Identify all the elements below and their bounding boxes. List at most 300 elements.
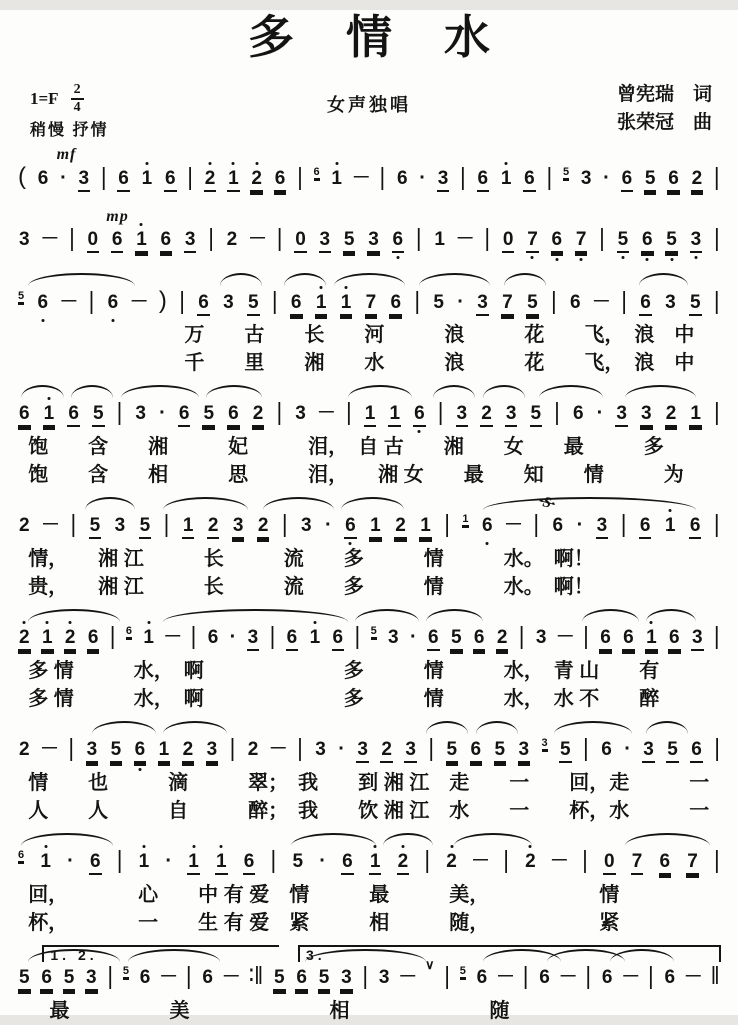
note: 2 (226, 229, 238, 251)
barline: | (554, 397, 560, 426)
barline: | (550, 286, 557, 315)
note: 2 (380, 739, 393, 763)
note: 5 (644, 168, 657, 192)
lyric-line: 情， 湘 江 长 流 多 情 水。 啊！ (28, 548, 594, 571)
note: 6 (476, 967, 488, 989)
system-8 (14, 831, 724, 937)
barline: | (620, 509, 627, 538)
duration-dash: — (165, 627, 181, 645)
barline: | (179, 286, 185, 315)
lyric-line: 杯， 一 生 有 爱 紧 相 随， 紧 (28, 912, 620, 935)
notes-row (14, 287, 724, 321)
note: 3 (476, 292, 489, 316)
lyric-line: 贵， 湘 江 长 流 多 情 水。 啊！ (28, 576, 594, 599)
barline: | (621, 286, 627, 315)
note: 2 (207, 515, 220, 539)
slur-arc (92, 721, 156, 734)
note: 2 (691, 168, 704, 192)
barline: | (229, 733, 236, 762)
note: 1 (645, 627, 658, 651)
note: 5 (63, 967, 76, 991)
note: 1 (309, 627, 321, 649)
barline: | (484, 223, 491, 252)
barline: | (460, 162, 466, 191)
lyric-line: 饱 含 湘 妃 泪， 自 古 湘 女 最 多 (28, 436, 664, 459)
note: 6 (344, 515, 357, 539)
note: 6 (601, 739, 612, 761)
barline: | (714, 845, 720, 874)
note: 6 (659, 851, 672, 875)
note: 3 (19, 229, 30, 251)
note: 5 (318, 967, 331, 991)
note: 6 (295, 967, 308, 991)
duration-dash: — (42, 229, 58, 247)
barline: | (107, 961, 114, 990)
barline: | (276, 397, 283, 426)
lyric-line: 多 情 水， 啊 多 情 水， 青 山 有 (28, 660, 660, 683)
note: 5 (494, 739, 507, 763)
barline: | (271, 286, 278, 315)
note: 3 (378, 967, 390, 989)
note: 3 (404, 739, 417, 763)
slur-row (14, 495, 724, 511)
slur-arc (476, 721, 519, 734)
barline: | (281, 509, 288, 538)
note: 5 (433, 292, 444, 314)
duration-dash: — (623, 967, 639, 985)
slur-arc (85, 497, 135, 510)
duration-dash: — (551, 851, 567, 869)
note: 3 (437, 168, 450, 192)
slur-arc (554, 721, 632, 734)
grace-note: 3 (541, 737, 548, 750)
slur-arc (341, 497, 405, 510)
lyric-line: 人 人 自 醉； 我 饮 湘 江 水 一 杯，水 一 (28, 800, 710, 823)
note: 6 (572, 403, 584, 425)
note: 6 (539, 967, 550, 989)
lyric-line: 情 也 滴 翠； 我 到 湘 江 走 一 回，走 一 (28, 772, 710, 795)
note: 3 (223, 292, 234, 314)
slur-arc (426, 609, 483, 622)
note: 6 (290, 292, 303, 316)
notes-row (14, 399, 724, 433)
duration-dash: — (593, 292, 609, 310)
lyric-line: 最 美 相 随 (49, 1000, 510, 1023)
barline: | (270, 845, 277, 874)
augmentation-dot: · (325, 514, 332, 537)
note: 3 (315, 739, 326, 761)
barline: | (276, 223, 283, 252)
note: 6 (427, 627, 440, 651)
barline: | (362, 961, 369, 990)
slur-arc (334, 273, 405, 286)
note: 3 (640, 403, 653, 427)
note: 3 (206, 739, 219, 763)
segno-icon: · S · (538, 494, 557, 514)
barline: | (116, 845, 123, 874)
augmentation-dot: · (67, 850, 74, 873)
volta-label: 1. 2. (50, 947, 98, 964)
barline: | (70, 509, 77, 538)
note: 7 (526, 229, 539, 253)
augmentation-dot: · (596, 402, 604, 425)
slur-row (14, 607, 724, 623)
note: 3 (340, 967, 353, 991)
dynamic-mark: mf (56, 146, 77, 164)
performance-type: 女声独唱 (327, 95, 411, 116)
duration-dash: — (42, 739, 57, 757)
system-5 (14, 495, 724, 601)
note: 3 (295, 403, 306, 425)
note: 2 (397, 851, 410, 875)
system-3 (14, 271, 724, 377)
note: 6 (664, 967, 676, 989)
note: 1 (43, 403, 56, 427)
note: 1 (143, 627, 154, 649)
note: 3 (642, 739, 655, 763)
note: 6 (111, 229, 124, 253)
note: 6 (107, 292, 119, 314)
slur-arc (163, 721, 227, 734)
time-numerator: 2 (73, 82, 81, 98)
note: 2 (252, 403, 265, 427)
lyric-line: 饱 含 相 思 泪， 湘 女 最 知 情 为 (28, 464, 684, 487)
barline: | (582, 845, 588, 874)
note: 3 (690, 229, 703, 253)
volta-bracket (298, 945, 721, 962)
note: 1 (500, 168, 512, 190)
slur-arc (639, 273, 689, 286)
note: 6 (392, 229, 405, 253)
barline: | (533, 509, 540, 538)
note: 2 (182, 739, 195, 763)
barline: | (116, 397, 123, 426)
duration-dash: — (400, 967, 416, 985)
barline: | (414, 286, 421, 315)
note: 3 (505, 403, 518, 427)
note: 1 (331, 168, 342, 190)
augmentation-dot: · (576, 514, 584, 537)
duration-dash: — (161, 967, 177, 985)
note: 6 (689, 515, 702, 539)
volta-label: 3. (306, 947, 326, 964)
note: 3 (247, 627, 260, 651)
grace-note: 1 (462, 513, 469, 526)
barline: | (69, 223, 75, 252)
slur-arc (284, 273, 327, 286)
lyric-line: 多 情 水， 啊 多 情 水， 水 不 醉 (28, 688, 660, 711)
note: 5 (273, 967, 286, 991)
note: 5 (110, 739, 123, 763)
grace-note: 5 (18, 290, 25, 303)
note: 1 (215, 851, 228, 875)
barline: | (713, 286, 720, 315)
note: 2 (247, 739, 259, 761)
note: 1 (135, 229, 148, 253)
note: 3 (367, 229, 380, 253)
note: 1 (227, 168, 240, 192)
slur-arc (206, 385, 263, 398)
note: 6 (477, 168, 490, 192)
system-9 (14, 943, 724, 1025)
slur-arc (291, 833, 376, 846)
note: 6 (87, 627, 100, 651)
augmentation-dot: · (229, 626, 237, 649)
slur-arc (21, 833, 113, 846)
note: 3 (114, 515, 126, 537)
note: 3 (85, 967, 98, 991)
note: 6 (274, 168, 287, 192)
barline: | (88, 286, 95, 315)
notes-row (14, 225, 724, 259)
note: 6 (37, 168, 49, 190)
note: 5 (526, 292, 539, 316)
slur-row (14, 271, 724, 287)
note: 7 (686, 851, 699, 875)
note: 6 (552, 515, 564, 537)
note: 1 (41, 627, 54, 651)
note: 1 (158, 739, 171, 763)
note: 5 (89, 515, 102, 539)
note: 6 (690, 739, 703, 763)
note: 7 (365, 292, 378, 316)
slur-row (14, 943, 724, 963)
duration-dash: — (505, 515, 521, 533)
note: 6 (89, 851, 102, 875)
notes-row (14, 847, 724, 881)
note: 5 (689, 292, 702, 316)
composer: 张荣冠 曲 (616, 111, 712, 133)
note: 2 (446, 851, 457, 873)
note: 6 (332, 627, 345, 651)
system-4 (14, 383, 724, 489)
note: 5 (446, 739, 459, 763)
barline: | (714, 733, 720, 762)
slur-arc (71, 385, 114, 398)
note: 1 (138, 851, 150, 873)
system-6 (14, 607, 724, 713)
barline: | (269, 621, 276, 650)
song-title: 多情水 (248, 11, 542, 63)
note: 2 (18, 627, 31, 651)
note: 1 (141, 168, 153, 190)
note: 7 (575, 229, 588, 253)
note: 3 (232, 515, 245, 539)
note: 3 (388, 627, 399, 649)
lyricist: 曾宪瑞 词 (616, 84, 712, 106)
barline: | (208, 223, 214, 252)
system-7 (14, 719, 724, 825)
note: 2 (19, 739, 30, 761)
note: 6 (341, 851, 354, 875)
augmentation-dot: · (165, 850, 173, 873)
duration-dash: — (473, 851, 489, 869)
augmentation-dot: · (338, 738, 345, 761)
augmentation-dot: · (409, 626, 417, 649)
note: 6 (37, 292, 49, 314)
duration-dash: — (557, 627, 573, 645)
note: 6 (178, 403, 191, 427)
barline: | (713, 621, 720, 650)
note: 6 (413, 403, 426, 427)
barline: | (163, 509, 170, 538)
note: 1 (182, 515, 195, 539)
note: 3 (301, 515, 312, 537)
note: 5 (665, 229, 678, 253)
note: 6 (207, 627, 219, 649)
slur-arc (263, 497, 334, 510)
slur-arc (28, 609, 120, 622)
note: 6 (473, 627, 486, 651)
note: 6 (286, 627, 299, 651)
note: 2 (19, 515, 30, 537)
note: 6 (639, 292, 652, 316)
duration-dash: — (560, 967, 576, 985)
slur-arc (483, 497, 696, 510)
barline: | (503, 845, 509, 874)
augmentation-dot: · (624, 738, 631, 761)
note: 6 (197, 292, 210, 316)
note: 2 (496, 627, 509, 651)
grace-note: 5 (562, 166, 570, 179)
note: 6 (160, 229, 173, 253)
duration-dash: — (498, 967, 514, 985)
note: 3 (518, 739, 531, 763)
slur-row (14, 719, 724, 735)
slur-arc (419, 273, 490, 286)
note: 3 (580, 168, 592, 190)
score-header (0, 81, 738, 147)
note: 6 (396, 168, 408, 190)
augmentation-dot: · (60, 167, 67, 190)
note: 6 (641, 229, 654, 253)
note: 1 (388, 403, 401, 427)
barline: | (583, 621, 589, 650)
note: 6 (202, 967, 213, 989)
augmentation-dot: · (603, 167, 610, 190)
note: 1 (419, 515, 432, 539)
note: 2 (525, 851, 536, 873)
duration-dash: — (457, 229, 473, 247)
barline: | (585, 961, 592, 990)
duration-dash: — (270, 739, 286, 757)
slur-arc (483, 385, 526, 398)
note: 5 (450, 627, 463, 651)
note: 3 (691, 627, 704, 651)
slur-row (14, 209, 724, 225)
note: 6 (668, 627, 681, 651)
barline: | (713, 509, 720, 538)
barline: | (714, 397, 720, 426)
grace-note: 6 (313, 166, 320, 179)
note: 7 (501, 292, 514, 316)
slur-arc (582, 609, 639, 622)
barline: | (647, 961, 654, 990)
barline: | (297, 733, 303, 762)
duration-dash: — (318, 403, 334, 421)
augmentation-dot: · (159, 402, 166, 425)
note: 1 (664, 515, 676, 537)
grace-note: 6 (125, 625, 132, 638)
barline: | (190, 621, 197, 650)
note: 6 (134, 739, 147, 763)
barline: | (345, 397, 352, 426)
parenthesis: ) (158, 287, 167, 315)
barline: | (68, 733, 75, 762)
note: 6 (40, 967, 53, 991)
note: 6 (599, 627, 612, 651)
barline: | (187, 162, 193, 191)
note: 3 (596, 515, 609, 539)
barline: | (583, 733, 589, 762)
notes-row (14, 735, 724, 769)
duration-dash: — (353, 168, 369, 186)
note: 2 (64, 627, 77, 651)
note: 7 (631, 851, 644, 875)
augmentation-dot: · (319, 850, 326, 873)
slur-arc (625, 833, 710, 846)
note: 2 (257, 515, 270, 539)
note: 1 (315, 292, 328, 316)
barline: | (444, 961, 451, 990)
note: 5 (666, 739, 679, 763)
note: 6 (243, 851, 256, 875)
note: 5 (617, 229, 630, 253)
note: 3 (615, 403, 628, 427)
barline: | (379, 162, 386, 191)
barline: | (415, 223, 422, 252)
note: 5 (530, 403, 543, 427)
note: 6 (523, 168, 536, 192)
barline: | (713, 162, 720, 191)
note: 5 (247, 292, 260, 316)
duration-dash: — (43, 515, 59, 533)
note: 6 (481, 515, 493, 537)
augmentation-dot: · (419, 167, 426, 190)
note: 6 (601, 967, 613, 989)
barline: | (522, 961, 529, 990)
augmentation-dot: · (457, 291, 464, 314)
note: 1 (434, 229, 445, 251)
lyric-line: 万 古 长 河 浪 花 飞， 浪 中 (184, 324, 695, 347)
parenthesis: ( (18, 163, 26, 191)
note: 1 (364, 403, 377, 427)
note: 6 (139, 967, 151, 989)
note: 2 (204, 168, 217, 192)
slur-arc (163, 497, 248, 510)
notes-row (14, 511, 724, 545)
duration-dash: — (61, 292, 77, 310)
notes-row (14, 163, 724, 197)
volta-bracket (42, 945, 278, 962)
note: 2 (665, 403, 678, 427)
note: 0 (502, 229, 515, 253)
note: 5 (559, 739, 572, 763)
barline: | (444, 509, 450, 538)
note: 6 (551, 229, 564, 253)
barline: | (100, 162, 107, 191)
barline: | (713, 223, 720, 252)
note: 6 (67, 403, 80, 427)
barline: | (354, 621, 361, 650)
slur-arc (220, 273, 263, 286)
notes-row (14, 957, 724, 997)
note: 3 (665, 292, 676, 314)
note: 1 (40, 851, 51, 873)
time-denominator: 4 (73, 100, 81, 116)
slur-arc (28, 273, 135, 286)
lyric-line: 千 里 湘 水 浪 花 飞， 浪 中 (184, 352, 695, 375)
